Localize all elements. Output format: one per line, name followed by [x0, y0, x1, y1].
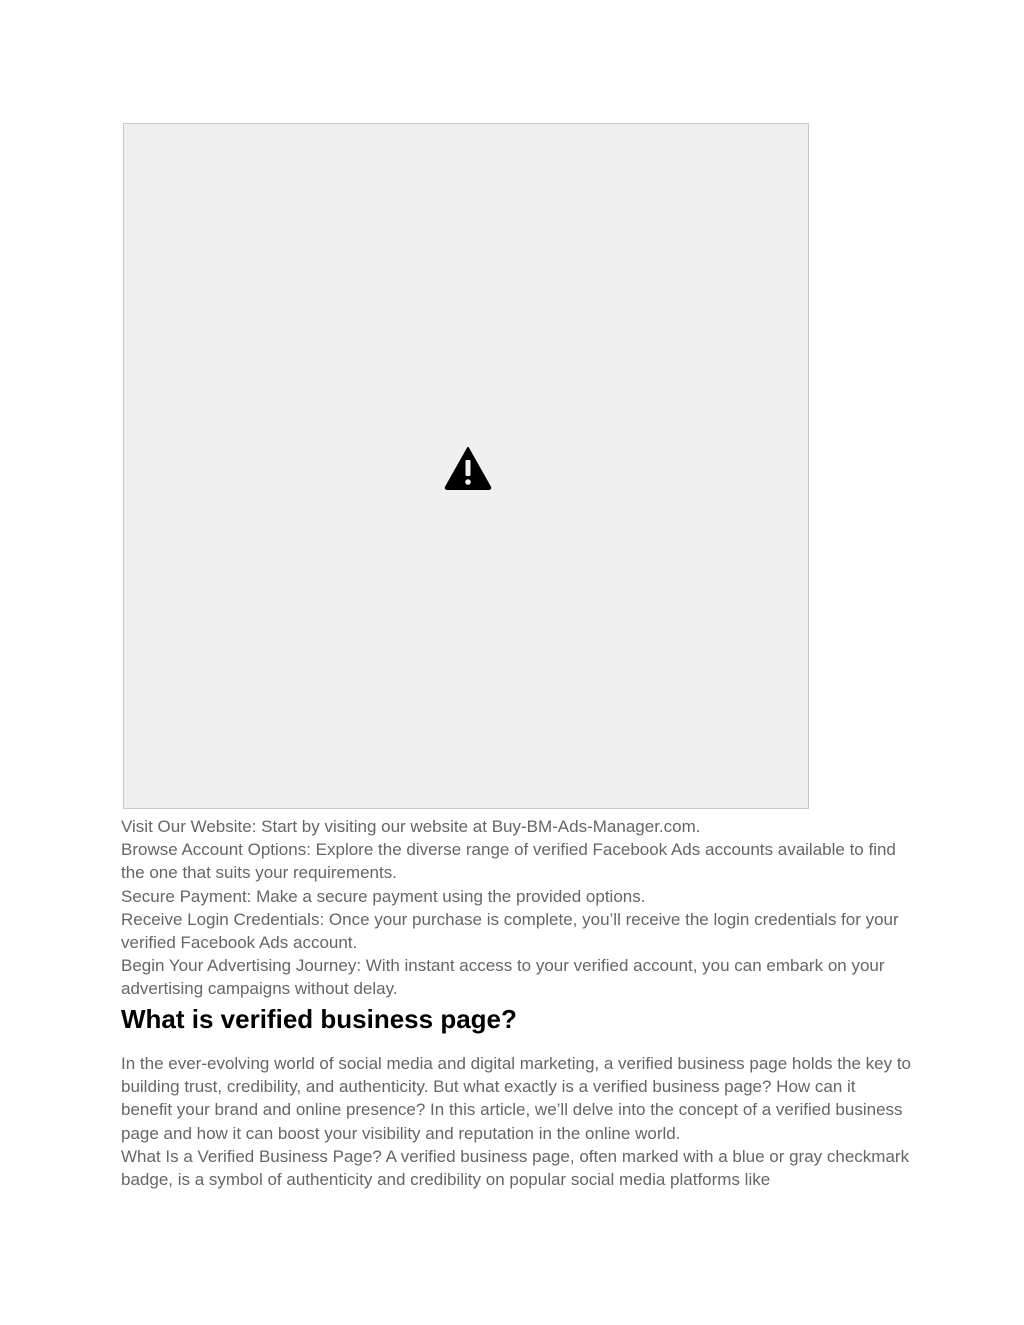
- step-item: Begin Your Advertising Journey: With instant access to your verified account, you can embark on your advertising campaigns without delay.: [121, 956, 885, 999]
- article-paragraph: What Is a Verified Business Page? A verified business page, often marked with a blue or gray checkmark badge, is a symbol of authenticity and credibility on popular social media platforms like: [121, 1146, 910, 1190]
- step-item: Visit Our Website: Start by visiting our website at Buy-BM-Ads-Manager.com.: [121, 817, 701, 836]
- section-heading: What is verified business page?: [121, 1004, 517, 1034]
- steps-list: [121, 815, 911, 1001]
- step-item: Receive Login Credentials: Once your purchase is complete, you’ll receive the login credentials for your verified Facebook Ads account.: [121, 909, 899, 953]
- article-paragraph: In the ever-evolving world of social media and digital marketing, a verified business page holds the key to building trust, credibility, and authenticity. But what exactly is a verified business page? How can it benefit your brand and online presence? In this article, we’ll delve into the concept of a verified business page and how it can boost your visibility and reputation in the online world.: [121, 1054, 911, 1143]
- broken-image-placeholder: [123, 123, 809, 809]
- article-body: [121, 1052, 911, 1191]
- warning-icon: [444, 446, 492, 490]
- step-item: Secure Payment: Make a secure payment using the provided options.: [121, 886, 646, 906]
- step-item: Browse Account Options: Explore the diverse range of verified Facebook Ads accounts available to find the one that suits your requirements.: [121, 840, 896, 883]
